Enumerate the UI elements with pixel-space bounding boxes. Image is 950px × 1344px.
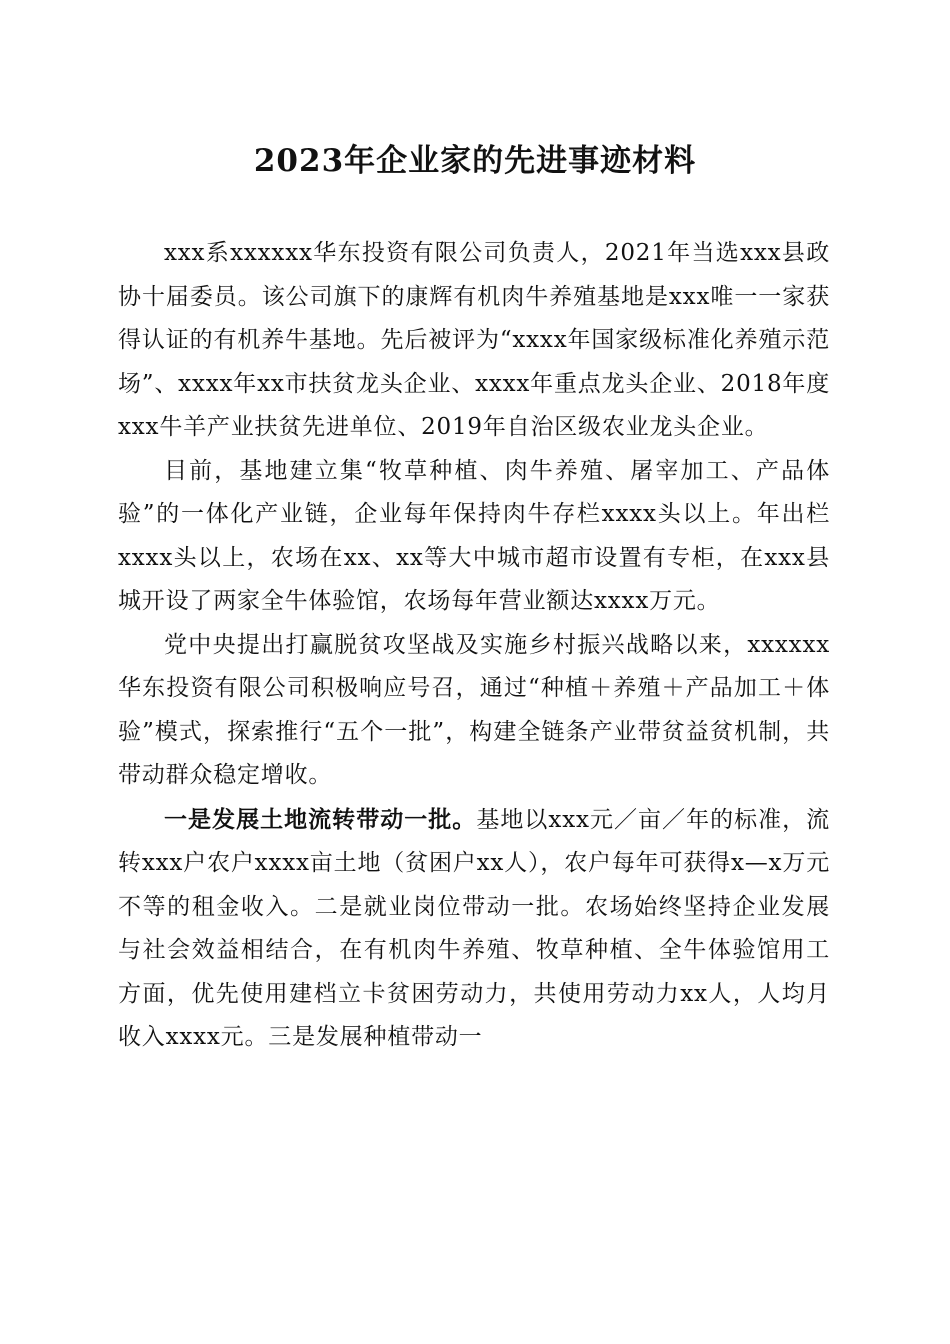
document-body (118, 232, 830, 1060)
paragraph-industry-chain: 目前，基地建立集“牧草种植、肉牛养殖、屠宰加工、产品体验”的一体化产业链，企业每年保持肉牛存栏xxxx头以上。年出栏xxxx头以上，农场在xx、xx等大中城市超市设置有专柜，在xxx县城开设了两家全牛体验馆，农场每年营业额达xxxx万元。 (118, 457, 830, 614)
paragraph-five-batches (118, 798, 830, 1060)
paragraph-five-batches-text: 基地以xxx元／亩／年的标准，流转xxx户农户xxxx亩土地（贫困户xx人），农户每年可获得x—x万元不等的租金收入。二是就业岗位带动一批。农场始终坚持企业发展与社会效益相结合，在有机肉牛养殖、牧草种植、全牛体验馆用工方面，优先使用建档立卡贫困劳动力，共使用劳动力xx人，人均月收入xxxx元。三是发展种植带动一 (118, 806, 830, 1050)
document-title: 2023年企业家的先进事迹材料 (253, 143, 697, 179)
paragraph-lead-heading: 一是发展土地流转带动一批。 (164, 805, 477, 833)
paragraph-poverty-alleviation: 党中央提出打赢脱贫攻坚战及实施乡村振兴战略以来，xxxxxx华东投资有限公司积极响应号召，通过“种植＋养殖＋产品加工＋体验”模式，探索推行“五个一批”，构建全链条产业带贫益贫机制，共带动群众稳定增收。 (118, 631, 830, 788)
paragraph-company-profile: xxx系xxxxxx华东投资有限公司负责人，2021年当选xxx县政协十届委员。该公司旗下的康辉有机肉牛养殖基地是xxx唯一一家获得认证的有机养牛基地。先后被评为“xxxx年国家级标准化养殖示范场”、xxxx年xx市扶贫龙头企业、xxxx年重点龙头企业、2018年度xxx牛羊产业扶贫先进单位、2019年自治区级农业龙头企业。 (118, 240, 830, 440)
